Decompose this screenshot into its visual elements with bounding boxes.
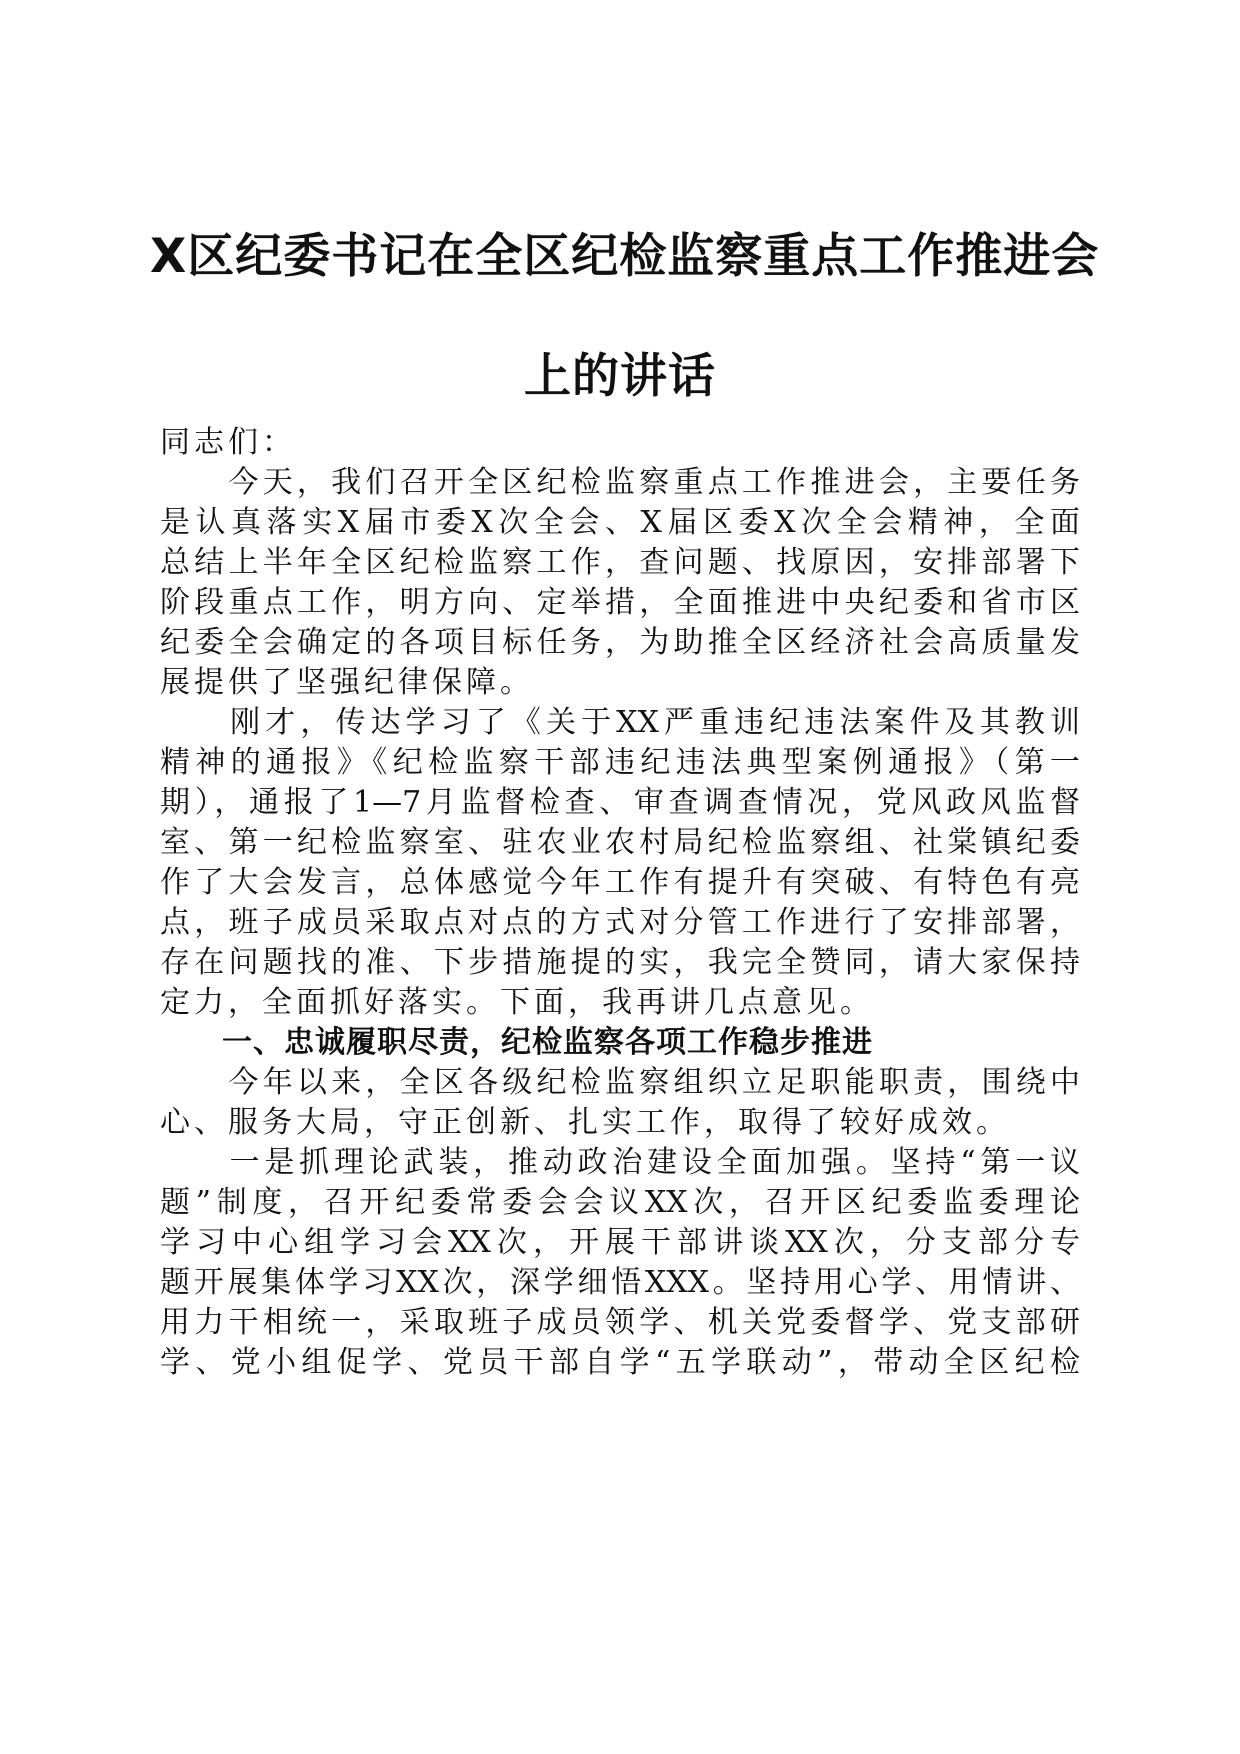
body-line: 定力，全面抓好落实。下面，我再讲几点意见。 bbox=[160, 985, 874, 1020]
body-line: 点，班子成员采取点对点的方式对分管工作进行了安排部署， bbox=[160, 905, 1080, 940]
body-line: 存在问题找的准、下步措施提的实，我完全赞同，请大家保持 bbox=[160, 945, 1080, 980]
body-line: 是认真落实X届市委X次全会、X届区委X次全会精神，全面 bbox=[160, 505, 1080, 540]
body-line: 展提供了坚强纪律保障。 bbox=[160, 665, 534, 700]
body-line: 总结上半年全区纪检监察工作，查问题、找原因，安排部署下 bbox=[160, 545, 1080, 580]
body-line: 阶段重点工作，明方向、定举措，全面推进中央纪委和省市区 bbox=[160, 585, 1080, 620]
section-heading-1: 一、忠诚履职尽责，纪检监察各项工作稳步推进 bbox=[160, 1025, 873, 1060]
body-line: 精神的通报》《纪检监察干部违纪违法典型案例通报》（第一 bbox=[160, 745, 1080, 780]
body-line: 室、第一纪检监察室、驻农业农村局纪检监察组、社棠镇纪委 bbox=[160, 825, 1080, 860]
salutation: 同志们： bbox=[160, 425, 296, 460]
body-line: 一是抓理论武装，推动政治建设全面加强。坚持“第一议 bbox=[160, 1145, 1080, 1180]
body-line: 题”制度，召开纪委常委会会议XX次，召开区纪委监委理论 bbox=[160, 1185, 1080, 1220]
body-line: 期），通报了1—7月监督检查、审查调查情况，党风政风监督 bbox=[160, 785, 1080, 820]
document-title-line-2: 上的讲话 bbox=[524, 349, 716, 404]
body-line: 刚才，传达学习了《关于XX严重违纪违法案件及其教训 bbox=[160, 705, 1080, 740]
body-line: 今年以来，全区各级纪检监察组织立足职能职责，围绕中 bbox=[160, 1065, 1080, 1100]
body-line: 心、服务大局，守正创新、扎实工作，取得了较好成效。 bbox=[160, 1105, 1010, 1140]
body-line: 题开展集体学习XX次，深学细悟XXX。坚持用心学、用情讲、 bbox=[160, 1265, 1080, 1300]
body-line: 今天，我们召开全区纪检监察重点工作推进会，主要任务 bbox=[160, 465, 1080, 500]
body-line: 学、党小组促学、党员干部自学“五学联动”，带动全区纪检 bbox=[160, 1345, 1080, 1380]
body-line: 纪委全会确定的各项目标任务，为助推全区经济社会高质量发 bbox=[160, 625, 1080, 660]
body-line: 用力干相统一，采取班子成员领学、机关党委督学、党支部研 bbox=[160, 1305, 1080, 1340]
body-line: 作了大会发言，总体感觉今年工作有提升有突破、有特色有亮 bbox=[160, 865, 1080, 900]
document-title-line-1: X区纪委书记在全区纪检监察重点工作推进会 bbox=[150, 229, 1100, 284]
body-line: 学习中心组学习会XX次，开展干部讲谈XX次，分支部分专 bbox=[160, 1225, 1080, 1260]
